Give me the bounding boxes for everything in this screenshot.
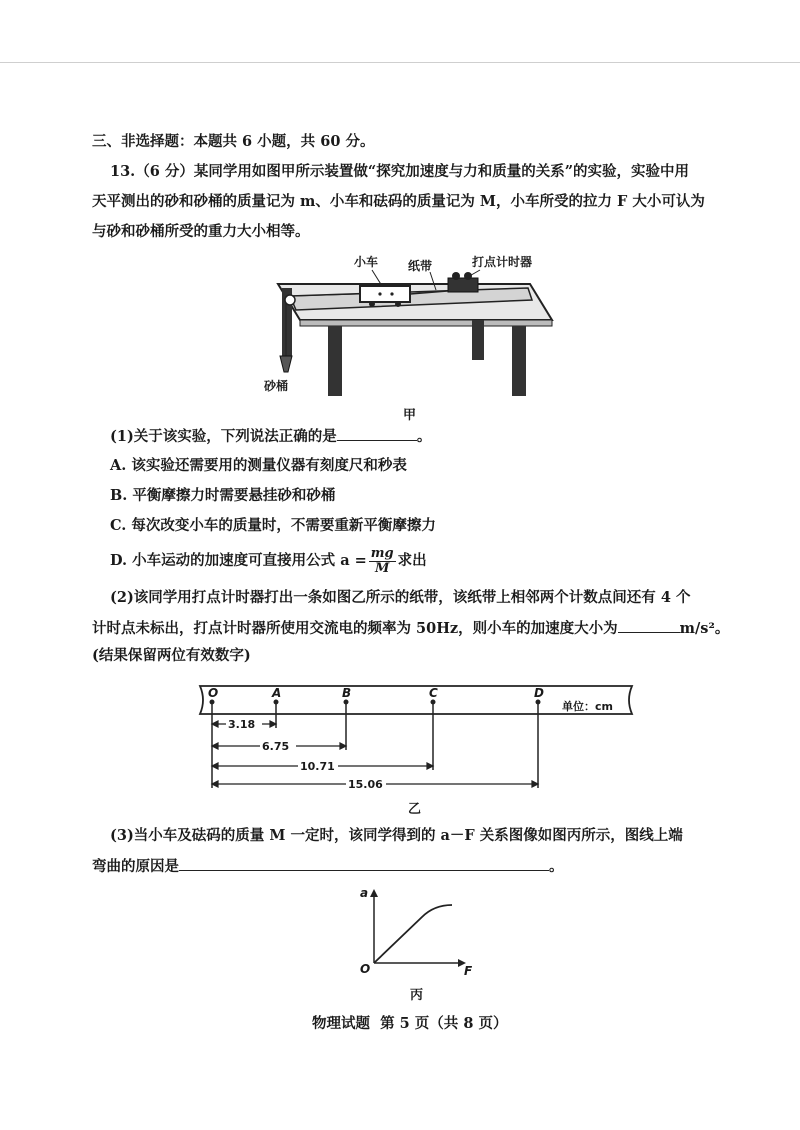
option-d-end: 求出 [397, 552, 427, 569]
car-weight [378, 292, 381, 295]
answer-blank-part2[interactable] [618, 618, 680, 633]
y-axis-label: a [360, 886, 369, 900]
table-leg [472, 320, 484, 360]
formula-numerator: mg [370, 545, 394, 561]
point-o: O [208, 686, 219, 700]
part3-line2-end: 。 [549, 858, 564, 875]
figure-bing-graph [352, 885, 482, 977]
tape-dot [431, 700, 436, 705]
arrow-head [340, 743, 346, 749]
y-axis-arrow [370, 889, 378, 897]
distance-od: 15.06 [348, 778, 383, 791]
formula-denominator: M [375, 560, 390, 576]
label-tape: 纸带 [408, 259, 433, 273]
option-c: C. 每次改变小车的质量时，不需要重新平衡摩擦力 [110, 517, 436, 534]
option-a: A. 该实验还需要用的测量仪器有刻度尺和秒表 [110, 457, 407, 474]
q13-stem-line2: 天平测出的砂和砂桶的质量记为 m、小车和砝码的质量记为 M，小车所受的拉力 F 大小可认为 [92, 193, 705, 210]
answer-blank-part3[interactable] [179, 856, 549, 871]
car-wheel [369, 301, 375, 307]
part2-line3: (结果保留两位有效数字) [92, 647, 251, 664]
timer-body [448, 278, 478, 292]
footer-subject: 物理试题 [312, 1015, 370, 1032]
part1-prompt-text: (1)关于该实验，下列说法正确的是 [110, 428, 337, 445]
part2-line2-text: 计时点未标出，打点计时器所使用交流电的频率为 50Hz，则小车的加速度大小为 [92, 620, 618, 637]
origin-label: O [360, 962, 371, 976]
car-wheel [395, 301, 401, 307]
formula-fraction [369, 547, 396, 576]
tape-dot [210, 700, 215, 705]
tape-dot [274, 700, 279, 705]
figure-yi-caption: 乙 [408, 802, 422, 817]
part2-line1: (2)该同学用打点计时器打出一条如图乙所示的纸带，该纸带上相邻两个计数点间还有 4 个 [110, 589, 691, 606]
point-c: C [429, 686, 438, 700]
distance-oa: 3.18 [228, 718, 256, 731]
car-body [360, 286, 410, 302]
q13-stem-line1: 13.（6 分）某同学用如图甲所示装置做“探究加速度与力和质量的关系”的实验，实验中用 [110, 163, 690, 180]
arrow-head [212, 781, 218, 787]
tape-dot [344, 700, 349, 705]
section-header: 三、非选择题：本题共 6 小题，共 60 分。 [92, 133, 375, 150]
distance-oc: 10.71 [300, 760, 335, 773]
option-d [110, 546, 427, 576]
part3-line1: (3)当小车及砝码的质量 M 一定时，该同学得到的 a－F 关系图像如图丙所示，图线上端 [110, 827, 683, 844]
distance-ob: 6.75 [262, 740, 290, 753]
figure-yi-tape [190, 680, 645, 795]
figure-bing-caption: 丙 [410, 988, 424, 1003]
point-d: D [534, 686, 544, 700]
label-timer: 打点计时器 [472, 255, 533, 269]
part2-unit: m/s²。 [679, 620, 730, 637]
part1-prompt [110, 426, 431, 447]
table-edge [300, 320, 552, 326]
figure-jia-caption: 甲 [403, 408, 417, 423]
figure-jia-apparatus [260, 248, 570, 423]
arrow-head [532, 781, 538, 787]
car-weight [390, 292, 393, 295]
table-leg [512, 326, 526, 396]
sand-bucket [280, 356, 292, 372]
arrow-head [212, 721, 218, 727]
arrow-head [427, 763, 433, 769]
point-a: A [272, 686, 282, 700]
arrow-head [212, 763, 218, 769]
graph-curve [374, 905, 452, 963]
timer-knob [452, 272, 460, 280]
label-bucket: 砂桶 [264, 379, 289, 393]
arrow-head [212, 743, 218, 749]
tape-dot [536, 700, 541, 705]
timer-knob [464, 272, 472, 280]
table-leg [328, 326, 342, 396]
part3-line2-text: 弯曲的原因是 [92, 858, 179, 875]
part3-line2 [92, 856, 564, 877]
page-top-rule [0, 62, 800, 63]
unit-label: 单位：cm [562, 700, 613, 713]
option-d-text: D. 小车运动的加速度可直接用公式 a = [110, 552, 367, 569]
q13-stem-line3: 与砂和砂桶所受的重力大小相等。 [92, 223, 310, 240]
part1-prompt-end: 。 [416, 428, 432, 445]
option-b: B. 平衡摩擦力时需要悬挂砂和砂桶 [110, 487, 336, 504]
part2-line2 [92, 618, 729, 639]
point-b: B [342, 686, 352, 700]
answer-blank-part1[interactable] [337, 426, 417, 441]
footer [312, 1014, 507, 1034]
x-axis-label: F [464, 964, 473, 977]
footer-page: 第 5 页（共 8 页） [380, 1015, 508, 1032]
arrow-head [270, 721, 276, 727]
label-car: 小车 [354, 255, 379, 269]
